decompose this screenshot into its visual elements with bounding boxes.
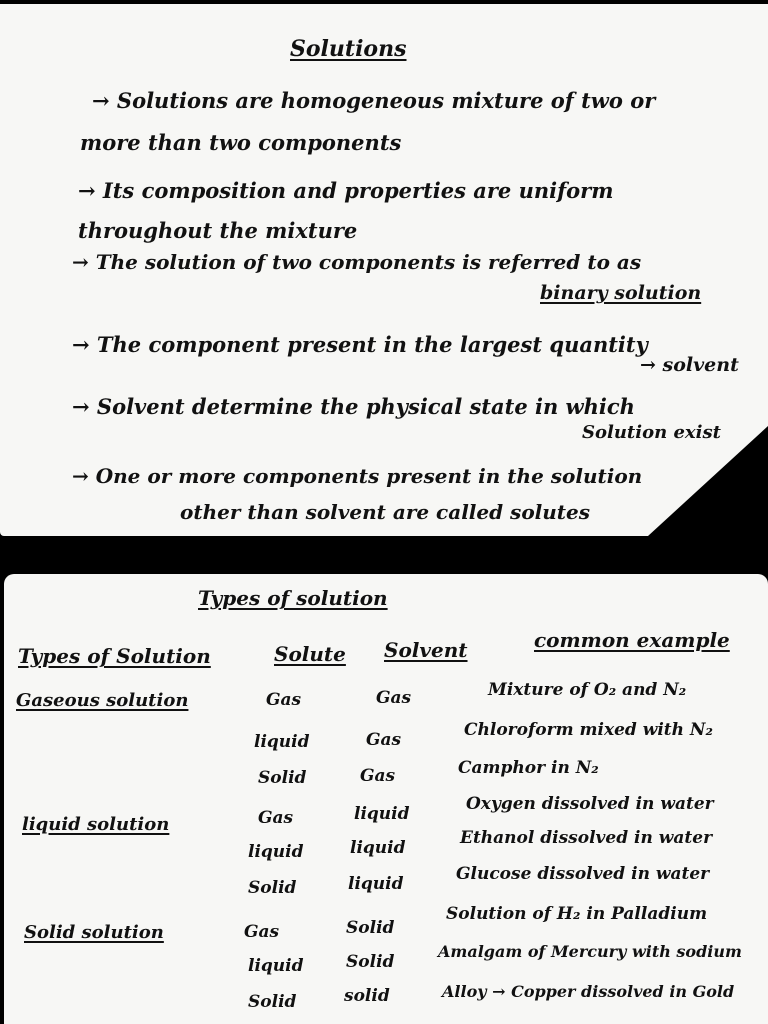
note-line-4: → The component present in the largest quantity xyxy=(72,332,648,357)
cell-solute: Solid xyxy=(248,992,297,1012)
notes-page xyxy=(0,4,768,536)
cell-solute: Gas xyxy=(266,690,302,710)
cell-solute: liquid xyxy=(254,732,310,752)
cell-solvent: Gas xyxy=(376,688,412,708)
note-line-5: → Solvent determine the physical state in which xyxy=(72,394,635,419)
cell-example: Mixture of O₂ and N₂ xyxy=(488,680,687,700)
header-solvent: Solvent xyxy=(384,638,468,662)
table-page xyxy=(4,574,768,1024)
note-line-2-cont: throughout the mixture xyxy=(78,218,358,243)
cell-example: Ethanol dissolved in water xyxy=(460,828,713,848)
cell-solvent: Gas xyxy=(360,766,396,786)
note-line-5-cont: Solution exist xyxy=(582,422,721,443)
header-example: common example xyxy=(534,628,730,652)
group-type-gaseous: Gaseous solution xyxy=(16,690,189,711)
cell-example: Chloroform mixed with N₂ xyxy=(464,720,713,740)
cell-example: Glucose dissolved in water xyxy=(456,864,710,884)
note-line-2: → Its composition and properties are uniform xyxy=(78,178,614,203)
note-line-1-cont: more than two components xyxy=(80,130,402,155)
note-line-3: → The solution of two components is referred to as xyxy=(72,250,642,274)
cell-example: Alloy → Copper dissolved in Gold xyxy=(442,982,735,1001)
cell-example: Solution of H₂ in Palladium xyxy=(446,904,708,924)
cell-solute: liquid xyxy=(248,842,304,862)
group-type-liquid: liquid solution xyxy=(22,814,170,835)
cell-solvent: liquid xyxy=(354,804,410,824)
table-title: Types of solution xyxy=(198,586,388,610)
group-type-solid: Solid solution xyxy=(24,922,164,943)
cell-solute: liquid xyxy=(248,956,304,976)
cell-solvent: liquid xyxy=(348,874,404,894)
cell-example: Oxygen dissolved in water xyxy=(466,794,714,814)
notes-title: Solutions xyxy=(290,36,407,62)
note-line-1: → Solutions are homogeneous mixture of two or xyxy=(92,88,656,113)
cell-solute: Gas xyxy=(244,922,280,942)
cell-solvent: solid xyxy=(344,986,390,1006)
cell-solvent: Gas xyxy=(366,730,402,750)
cell-example: Camphor in N₂ xyxy=(458,758,599,778)
cell-example: Amalgam of Mercury with sodium xyxy=(438,942,742,961)
cell-solvent: liquid xyxy=(350,838,406,858)
cell-solute: Solid xyxy=(248,878,297,898)
cell-solvent: Solid xyxy=(346,918,395,938)
note-line-3-cont: binary solution xyxy=(540,282,702,304)
shadow-corner xyxy=(648,426,768,536)
note-line-6: → One or more components present in the solution xyxy=(72,464,643,488)
cell-solute: Solid xyxy=(258,768,307,788)
cell-solvent: Solid xyxy=(346,952,395,972)
note-line-4-cont: → solvent xyxy=(640,354,739,376)
note-line-6-cont: other than solvent are called solutes xyxy=(180,500,591,524)
header-type: Types of Solution xyxy=(18,644,211,668)
header-solute: Solute xyxy=(274,642,346,666)
cell-solute: Gas xyxy=(258,808,294,828)
